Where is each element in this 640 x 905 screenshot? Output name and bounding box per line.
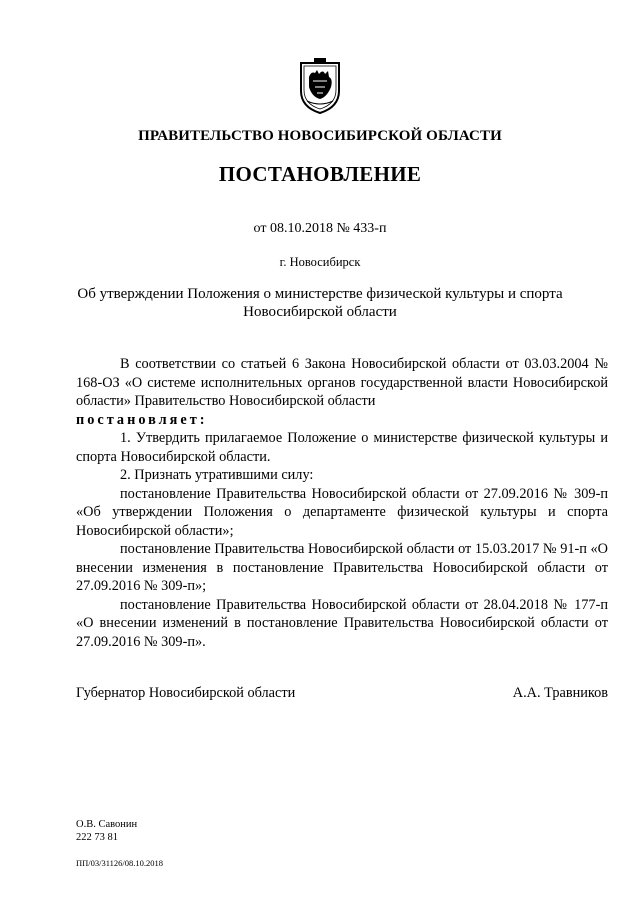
signatory-name: А.А. Травников	[512, 685, 608, 701]
repealed-act-2: постановление Правительства Новосибирской области от 15.03.2017 № 91-п «О внесении изменения в постановление Правительства Новосибирской области от 27.09.2016 № 309-п»;	[76, 541, 608, 594]
repealed-act-1: постановление Правительства Новосибирской области от 27.09.2016 № 309-п «Об утверждении Положения о департаменте физической культуры и спорта Новосибирской области»;	[76, 485, 608, 539]
item-1: 1. Утвердить прилагаемое Положение о министерстве физической культуры и спорта Новосибирской области.	[76, 430, 608, 465]
executor-block	[76, 818, 137, 844]
executor-name: О.В. Савонин	[76, 819, 138, 830]
subject-line-1: Об утверждении Положения о министерстве физической культуры и спорта	[77, 286, 563, 302]
document-city: г. Новосибирск	[279, 255, 361, 269]
government-name: ПРАВИТЕЛЬСТВО НОВОСИБИРСКОЙ ОБЛАСТИ	[138, 128, 502, 144]
executor-phone: 222 73 81	[76, 832, 118, 843]
subject-line-2: Новосибирской области	[243, 304, 397, 320]
signatory-position: Губернатор Новосибирской области	[76, 685, 296, 701]
document-type: ПОСТАНОВЛЕНИЕ	[218, 162, 422, 186]
preamble-paragraph	[76, 355, 608, 411]
document-body	[76, 355, 608, 651]
document-id: ПП/03/31126/08.10.2018	[76, 858, 164, 868]
document-subject	[0, 285, 640, 321]
preamble-text: В соответствии со статьей 6 Закона Новосибирской области от 03.03.2004 № 168-ОЗ «О системе исполнительных органов государственной власти Новосибирской области» Правительство Новосибирской области	[76, 356, 608, 409]
coat-of-arms-icon	[297, 57, 343, 115]
repealed-act-3: постановление Правительства Новосибирской области от 28.04.2018 № 177-п «О внесении изменений в постановление Правительства Новосибирской области от 27.09.2016 № 309-п».	[76, 596, 608, 650]
resolves-paragraph: постановляет:	[76, 411, 205, 428]
item-2: 2. Признать утратившими силу:	[120, 467, 314, 483]
document-date-number: от 08.10.2018 № 433-п	[253, 221, 387, 236]
resolves-word: постановляет	[76, 411, 200, 428]
